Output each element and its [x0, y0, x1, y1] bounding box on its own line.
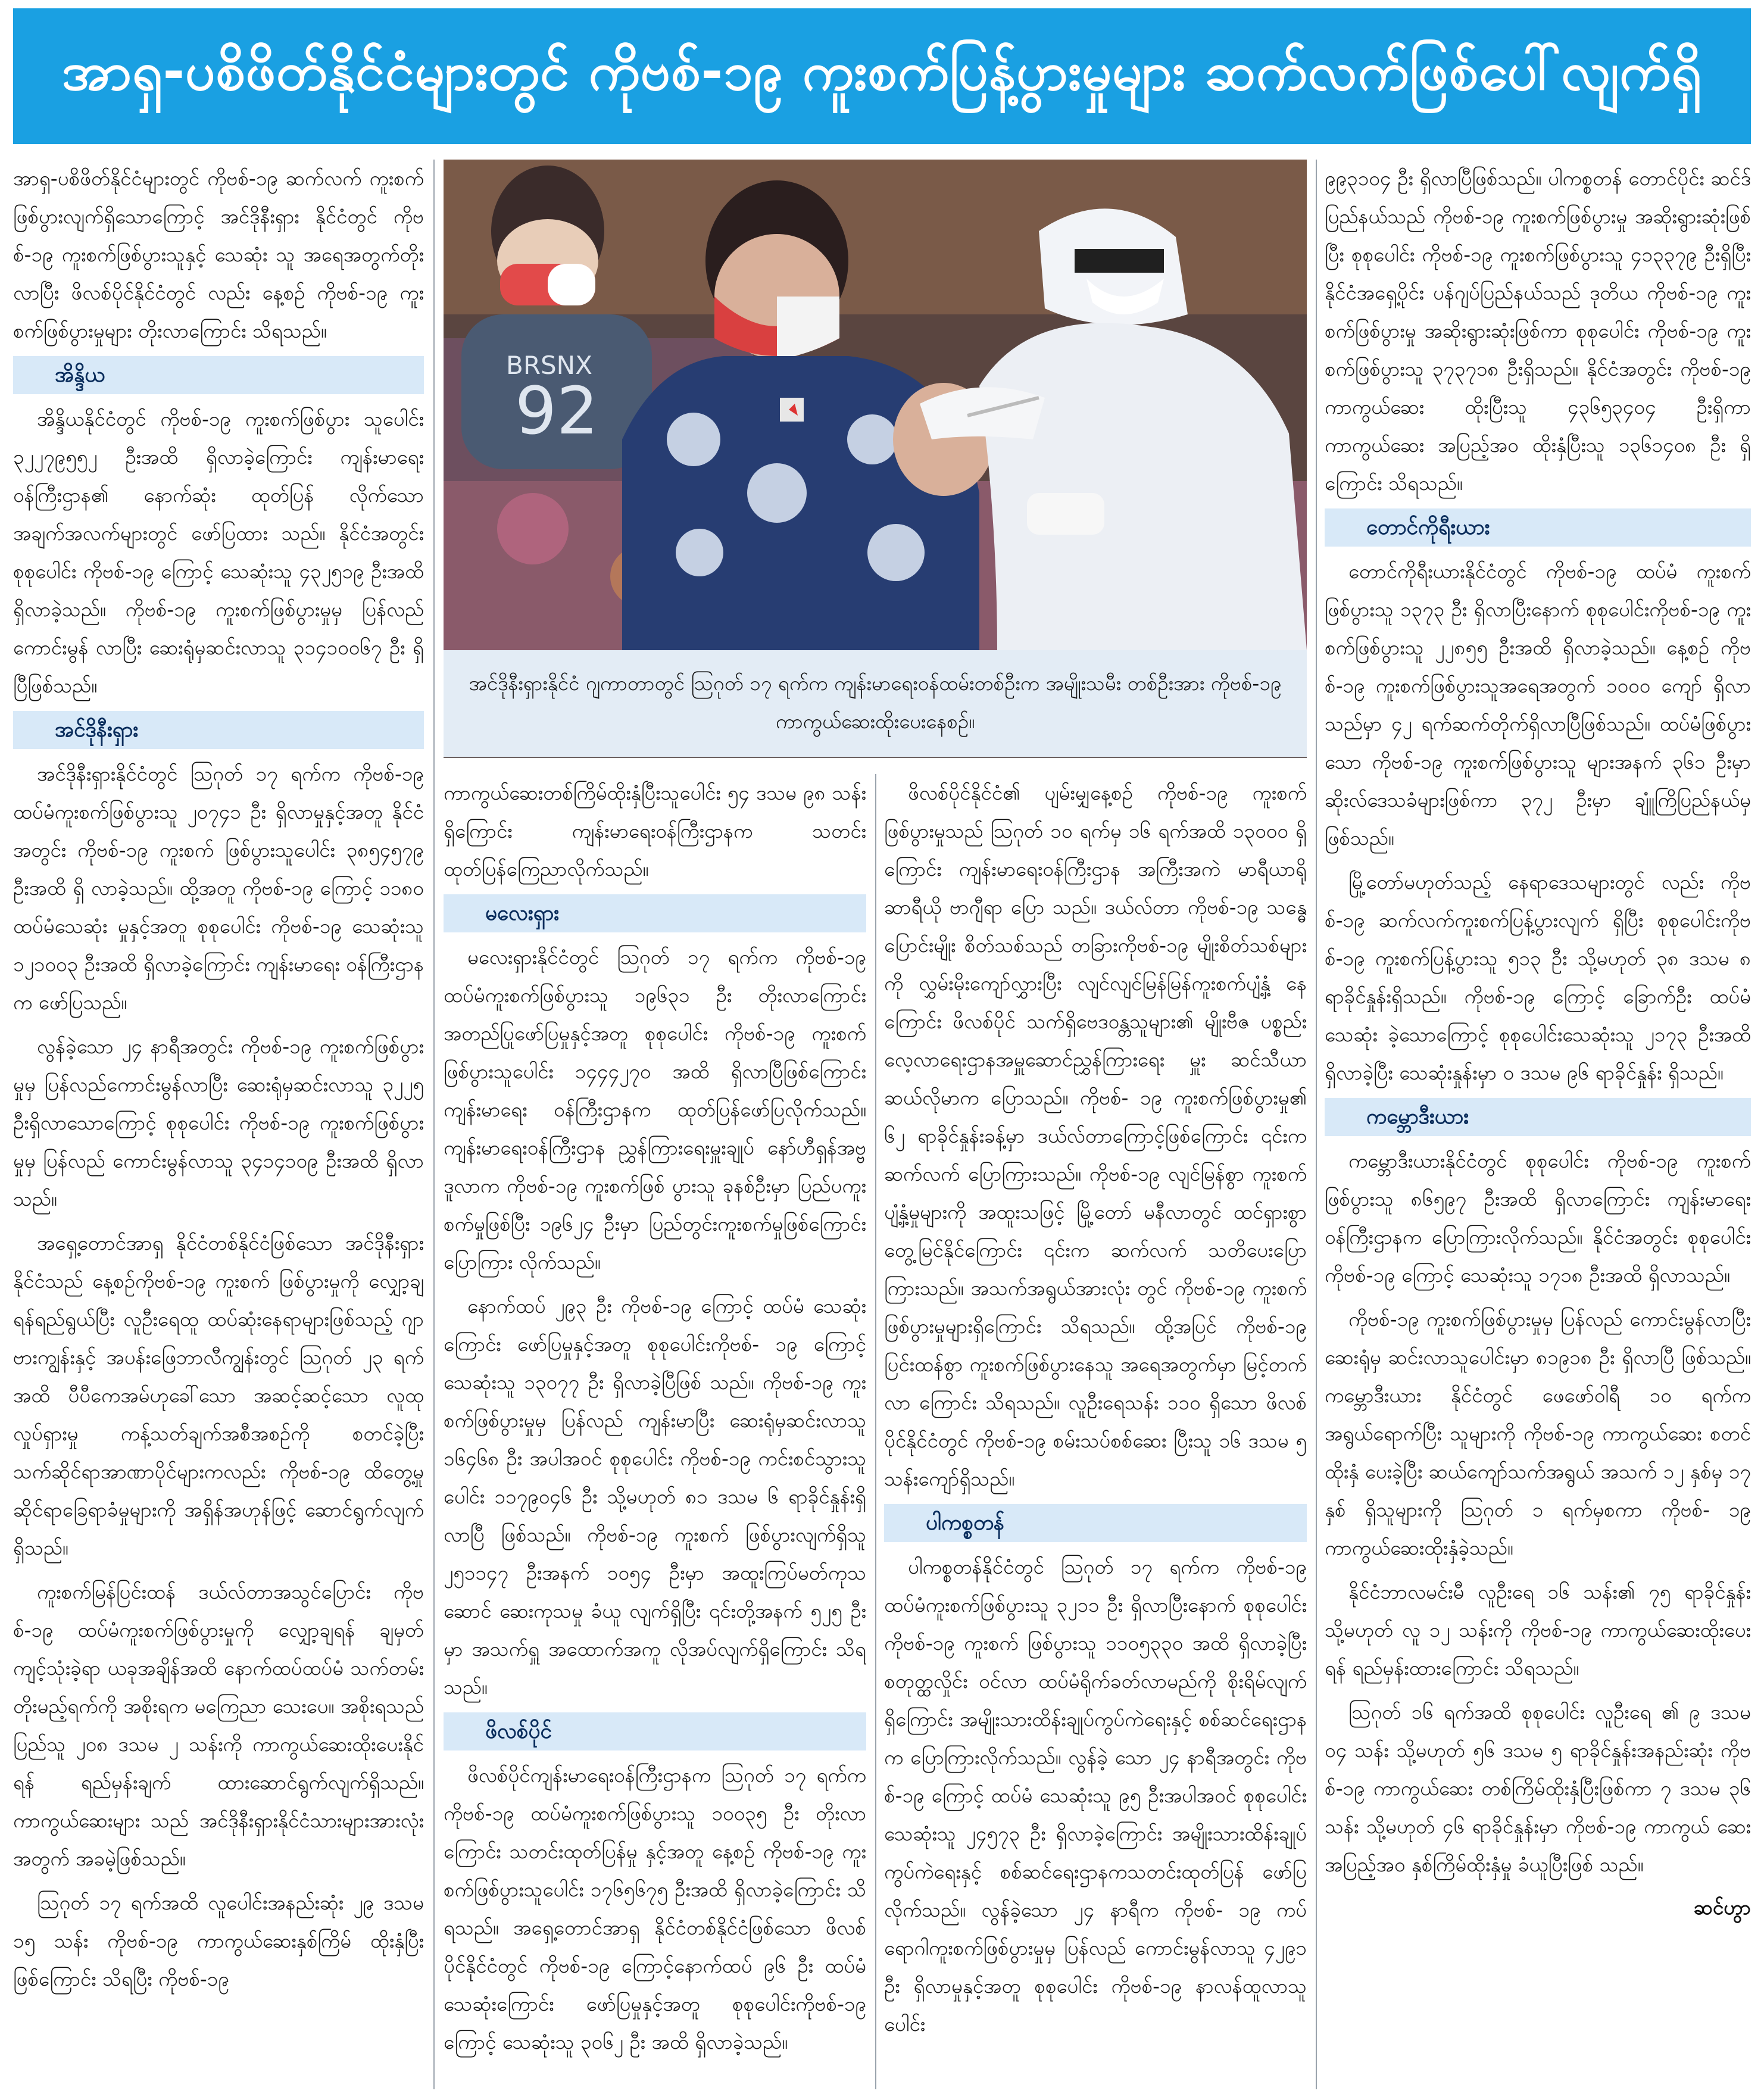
indonesia-paragraph-4: ကူးစက်မြန်ပြင်းထန် ဒယ်လ်တာအသွင်ပြောင်း ကိုဗစ်-၁၉ ထပ်မံကူးစက်ဖြစ်ပွားမှုကို လျှော့ချရန် ချမှတ်ကျင့်သုံးခဲ့ရာ ယခုအချိန်အထိ နောက်ထပ်ထပ်မံ သက်တမ်းတိုးမည့်ရက်ကို အစိုးရက မကြေညာ သေးပေ။ အစိုးရသည် ပြည်သူ ၂၀၈ ဒသမ ၂ သန်းကို ကာကွယ်ဆေးထိုးပေးနိုင်ရန် ရည်မှန်းချက် ထားဆောင်ရွက်လျက်ရှိသည်။ ကာကွယ်ဆေးများ သည် အင်ဒိုနီးရှားနိုင်ငံသားများအားလုံးအတွက် အခမဲ့ဖြစ်သည်။ — [13, 1580, 424, 1870]
malaysia-paragraph-1: မလေးရှားနိုင်ငံတွင် ဩဂုတ် ၁၇ ရက်က ကိုဗစ်-၁၉ ထပ်မံကူးစက်ဖြစ်ပွားသူ ၁၉၆၃၁ ဦး တိုးလာကြောင်း အတည်ပြုဖော်ပြမှုနှင့်အတူ စုစုပေါင်း ကိုဗစ်-၁၉ ကူးစက်ဖြစ်ပွားသူပေါင်း ၁၄၄၄၂၇၀ အထိ ရှိလာပြီဖြစ်ကြောင်း ကျန်းမာရေး ဝန်ကြီးဌာနက ထုတ်ပြန်ဖော်ပြလိုက်သည်။ ကျန်းမာရေးဝန်ကြီးဌာန ညွှန်ကြားရေးမှူးချုပ် နော်ဟီရှန်အဗ္ဗဒူလာက ကိုဗစ်-၁၉ ကူးစက်ဖြစ် ပွားသူ ခုနစ်ဦးမှာ ပြည်ပကူးစက်မှုဖြစ်ပြီး ၁၉၆၂၄ ဦးမှာ ပြည်တွင်းကူးစက်မှုဖြစ်ကြောင်း ပြောကြား လိုက်သည်။ — [444, 946, 866, 1274]
subheading-pakistan: ပါကစ္စတန် — [884, 1504, 1307, 1542]
subheading-indonesia: အင်ဒိုနီးရှား — [13, 711, 424, 749]
subheading-india: အိန္ဒိယ — [13, 356, 424, 394]
cambodia-paragraph-4: ဩဂုတ် ၁၆ ရက်အထိ စုစုပေါင်း လူဦးရေ ၏ ၉ ဒသမ ၀၄ သန်း သို့မဟုတ် ၅၆ ဒသမ ၅ ရာခိုင်နှုန်းအနည်းဆုံး ကိုဗစ်-၁၉ ကာကွယ်ဆေး တစ်ကြိမ်ထိုးနှံပြီးဖြစ်ကာ ၇ ဒသမ ၃၆ သန်း သို့မဟုတ် ၄၆ ရာခိုင်နှုန်းမှာ ကိုဗစ်-၁၉ ကာကွယ် ဆေး အပြည့်အဝ နှစ်ကြိမ်ထိုးနှံမှု ခံယူပြီးဖြစ် သည်။ — [1325, 1700, 1751, 1876]
intro-paragraph: အာရှ-ပစိဖိတ်နိုင်ငံများတွင် ကိုဗစ်-၁၉ ဆက်လက် ကူးစက်ဖြစ်ပွားလျက်ရှိသောကြောင့် အင်ဒိုနီးရှား နိုင်ငံတွင် ကိုဗစ်-၁၉ ကူးစက်ဖြစ်ပွားသူနှင့် သေဆုံး သူ အရေအတွက်တိုးလာပြီး ဖိလစ်ပိုင်နိုင်ငံတွင် လည်း နေ့စဉ် ကိုဗစ်-၁၉ ကူးစက်ဖြစ်ပွားမှုများ တိုးလာကြောင်း သိရသည်။ — [13, 167, 424, 342]
subheading-philippines: ဖိလစ်ပိုင် — [444, 1712, 866, 1750]
indonesia-continued-paragraph: ကာကွယ်ဆေးတစ်ကြိမ်ထိုးနှံပြီးသူပေါင်း ၅၄ ဒသမ ၉၈ သန်း ရှိကြောင်း ကျန်းမာရေးဝန်ကြီးဌာနက သတင်းထုတ်ပြန်ကြေညာလိုက်သည်။ — [444, 781, 866, 881]
indonesia-paragraph-2: လွန်ခဲ့သော ၂၄ နာရီအတွင်း ကိုဗစ်-၁၉ ကူးစက်ဖြစ်ပွားမှုမှ ပြန်လည်ကောင်းမွန်လာပြီး ဆေးရုံမှဆင်းလာသူ ၃၂၂၅ ဦးရှိလာသောကြောင့် စုစုပေါင်း ကိုဗစ်-၁၉ ကူးစက်ဖြစ်ပွားမှုမှ ပြန်လည် ကောင်းမွန်လာသူ ၃၄၁၄၁၀၉ ဦးအထိ ရှိလာ သည်။ — [13, 1035, 424, 1210]
svg-text:BRSNX: BRSNX — [506, 351, 592, 380]
indonesia-paragraph-3: အရှေ့တောင်အာရှ နိုင်ငံတစ်နိုင်ငံဖြစ်သော အင်ဒိုနီးရှားနိုင်ငံသည် နေ့စဉ်ကိုဗစ်-၁၉ ကူးစက် ဖြစ်ပွားမှုကို လျှော့ချရန်ရည်ရွယ်ပြီး လူဦးရေထူ ထပ်ဆုံးနေရာများဖြစ်သည့် ဂျာဗားကျွန်းနှင့် အပန်းဖြေဘာလီကျွန်းတွင် ဩဂုတ် ၂၃ ရက်အထိ ပီပီကေအမ်ဟုခေါ်သော အဆင့်ဆင့်သော လူထု လှုပ်ရှားမှု ကန့်သတ်ချက်အစီအစဉ်ကို စတင်ခဲ့ပြီး သက်ဆိုင်ရာအာဏာပိုင်များကလည်း ကိုဗစ်-၁၉ ထိတွေ့မှုဆိုင်ရာခြေရာခံမှုများကို အရှိန်အဟုန်ဖြင့် ဆောင်ရွက်လျက်ရှိသည်။ — [13, 1231, 424, 1559]
column-2 — [444, 774, 866, 2089]
malaysia-paragraph-2: နောက်ထပ် ၂၉၃ ဦး ကိုဗစ်-၁၉ ကြောင့် ထပ်မံ သေဆုံးကြောင်း ဖော်ပြမှုနှင့်အတူ စုစုပေါင်းကိုဗစ်- ၁၉ ကြောင့် သေဆုံးသူ ၁၃၀၇၇ ဦး ရှိလာခဲ့ပြီဖြစ် သည်။ ကိုဗစ်-၁၉ ကူးစက်ဖြစ်ပွားမှုမှ ပြန်လည် ကျန်းမာပြီး ဆေးရုံမှဆင်းလာသူ ၁၆၄၆၈ ဦး အပါအဝင် စုစုပေါင်း ကိုဗစ်-၁၉ ကင်းစင်သွားသူ ပေါင်း ၁၁၇၉၀၄၆ ဦး သို့မဟုတ် ၈၁ ဒသမ ၆ ရာခိုင်နှုန်းရှိလာပြီ ဖြစ်သည်။ ကိုဗစ်-၁၉ ကူးစက် ဖြစ်ပွားလျက်ရှိသူ ၂၅၁၁၄၇ ဦးအနက် ၁၀၅၄ ဦးမှာ အထူးကြပ်မတ်ကုသဆောင် ဆေးကုသမှု ခံယူ လျက်ရှိပြီး ၎င်းတို့အနက် ၅၂၅ ဦးမှာ အသက်ရှူ အထောက်အကူ လိုအပ်လျက်ရှိကြောင်း သိရသည်။ — [444, 1294, 866, 1699]
pakistan-paragraph-2: ၉၉၃၁၀၄ ဦး ရှိလာပြီဖြစ်သည်။ ပါကစ္စတန် တောင်ပိုင်း ဆင်ဒ်ပြည်နယ်သည် ကိုဗစ်-၁၉ ကူးစက်ဖြစ်ပွားမှု အဆိုးရွားဆုံးဖြစ်ပြီး စုစုပေါင်း ကိုဗစ်-၁၉ ကူးစက်ဖြစ်ပွားသူ ၄၁၃၃၇၉ ဦးရှိပြီး နိုင်ငံအရှေ့ပိုင်း ပန်ဂျပ်ပြည်နယ်သည် ဒုတိယ ကိုဗစ်-၁၉ ကူးစက်ဖြစ်ပွားမှု အဆိုးရွားဆုံးဖြစ်ကာ စုစုပေါင်း ကိုဗစ်-၁၉ ကူးစက်ဖြစ်ပွားသူ ၃၇၃၇၁၈ ဦးရှိသည်။ နိုင်ငံအတွင်း ကိုဗစ်-၁၉ ကာကွယ်ဆေး ထိုးပြီးသူ ၄၃၆၅၃၄၀၄ ဦးရှိကာ ကာကွယ်ဆေး အပြည့်အဝ ထိုးနှံပြီးသူ ၁၃၆၁၄၀၈ ဦး ရှိကြောင်း သိရသည်။ — [1325, 167, 1751, 495]
cambodia-paragraph-3: နိုင်ငံဘာလမင်းမီ လူဦးရေ ၁၆ သန်း၏ ၇၅ ရာခိုင်နှုန်း သို့မဟုတ် လူ ၁၂ သန်းကို ကိုဗစ်-၁၉ ကာကွယ်ဆေးထိုးပေးရန် ရည်မှန်းထားကြောင်း သိရသည်။ — [1325, 1580, 1751, 1680]
column-rule — [875, 774, 876, 2089]
philippines-paragraph-1: ဖိလစ်ပိုင်ကျန်းမာရေးဝန်ကြီးဌာနက ဩဂုတ် ၁၇ ရက်က ကိုဗစ်-၁၉ ထပ်မံကူးစက်ဖြစ်ပွားသူ ၁၀၀၃၅ ဦး တိုးလာကြောင်း သတင်းထုတ်ပြန်မှု နှင့်အတူ နေ့စဉ် ကိုဗစ်-၁၉ ကူးစက်ဖြစ်ပွားသူပေါင်း ၁၇၆၅၆၇၅ ဦးအထိ ရှိလာခဲ့ကြောင်း သိရသည်။ အရှေ့တောင်အာရှ နိုင်ငံတစ်နိုင်ငံဖြစ်သော ဖိလစ်ပိုင်နိုင်ငံတွင် ကိုဗစ်-၁၉ ကြောင့်နောက်ထပ် ၉၆ ဦး ထပ်မံသေဆုံးကြောင်း ဖော်ပြမှုနှင့်အတူ စုစုပေါင်းကိုဗစ်-၁၉ ကြောင့် သေဆုံးသူ ၃၀၆၂ ဦး အထိ ရှိလာခဲ့သည်။ — [444, 1764, 866, 2054]
column-rule — [433, 160, 435, 2089]
column-4 — [1325, 160, 1751, 2089]
svg-text:92: 92 — [515, 373, 598, 449]
south-korea-paragraph-2: မြို့တော်မဟုတ်သည့် နေရာဒေသများတွင် လည်း ကိုဗစ်-၁၉ ဆက်လက်ကူးစက်ပြန့်ပွားလျက် ရှိပြီး စုစုပေါင်းကိုဗစ်-၁၉ ကူးစက်ပြန့်ပွားသူ ၅၁၃ ဦး သို့မဟုတ် ၃၈ ဒသမ ၈ ရာခိုင်နှုန်းရှိသည်။ ကိုဗစ်-၁၉ ကြောင့် ခြောက်ဦး ထပ်မံသေဆုံး ခဲ့သောကြောင့် စုစုပေါင်းသေဆုံးသူ ၂၁၇၃ ဦးအထိ ရှိလာခဲ့ပြီး သေဆုံးနှုန်းမှာ ၀ ဒသမ ၉၆ ရာခိုင်နှုန်း ရှိသည်။ — [1325, 870, 1751, 1084]
column-rule — [1316, 160, 1317, 2089]
cambodia-paragraph-1: ကမ္ဘောဒီးယားနိုင်ငံတွင် စုစုပေါင်း ကိုဗစ်-၁၉ ကူးစက်ဖြစ်ပွားသူ ၈၆၅၉၇ ဦးအထိ ရှိလာကြောင်း ကျန်းမာရေးဝန်ကြီးဌာနက ပြောကြားလိုက်သည်။ နိုင်ငံအတွင်း စုစုပေါင်း ကိုဗစ်-၁၉ ကြောင့် သေဆုံးသူ ၁၇၁၈ ဦးအထိ ရှိလာသည်။ — [1325, 1149, 1751, 1287]
indonesia-paragraph-5: ဩဂုတ် ၁၇ ရက်အထိ လူပေါင်းအနည်းဆုံး ၂၉ ဒသမ ၁၅ သန်း ကိုဗစ်-၁၉ ကာကွယ်ဆေးနှစ်ကြိမ် ထိုးနှံပြီးဖြစ်ကြောင်း သိရပြီး ကိုဗစ်-၁၉ — [13, 1891, 424, 1990]
south-korea-paragraph-1: တောင်ကိုရီးယားနိုင်ငံတွင် ကိုဗစ်-၁၉ ထပ်မံ ကူးစက်ဖြစ်ပွားသူ ၁၃၇၃ ဦး ရှိလာပြီးနောက် စုစုပေါင်းကိုဗစ်-၁၉ ကူးစက်ဖြစ်ပွားသူ ၂၂၈၅၅ ဦးအထိ ရှိလာခဲ့သည်။ နေ့စဉ် ကိုဗစ်-၁၉ ကူးစက်ဖြစ်ပွားသူအရေအတွက် ၁၀၀၀ ကျော် ရှိလာသည်မှာ ၄၂ ရက်ဆက်တိုက်ရှိလာပြီဖြစ်သည်။ ထပ်မံဖြစ်ပွားသော ကိုဗစ်-၁၉ ကူးစက်ဖြစ်ပွားသူ များအနက် ၃၆၁ ဦးမှာ ဆိုးလ်ဒေသခံများဖြစ်ကာ ၃၇၂ ဦးမှာ ချူံကြိပြည်နယ်မှ ဖြစ်သည်။ — [1325, 560, 1751, 850]
byline-source: ဆင်ဟွာ — [1693, 1896, 1751, 1919]
headline: အာရှ-ပစိဖိတ်နိုင်ငံများတွင် ကိုဗစ်-၁၉ ကူးစက်ပြန့်ပွားမှုများ ဆက်လက်ဖြစ်ပေါ်လျက်ရှိ — [13, 8, 1751, 144]
cambodia-paragraph-2: ကိုဗစ်-၁၉ ကူးစက်ဖြစ်ပွားမှုမှ ပြန်လည် ကောင်းမွန်လာပြီး ဆေးရုံမှ ဆင်းလာသူပေါင်းမှာ ၈၁၉၁၈ ဦး ရှိလာပြီ ဖြစ်သည်။ ကမ္ဘောဒီးယား နိုင်ငံတွင် ဖေဖော်ဝါရီ ၁၀ ရက်က အရွယ်ရောက်ပြီး သူများကို ကိုဗစ်-၁၉ ကာကွယ်ဆေး စတင်ထိုးနှံ ပေးခဲ့ပြီး ဆယ်ကျော်သက်အရွယ် အသက် ၁၂ နှစ်မှ ၁၇ နှစ် ရှိသူများကို ဩဂုတ် ၁ ရက်မှစကာ ကိုဗစ်- ၁၉ ကာကွယ်ဆေးထိုးနှံခဲ့သည်။ — [1325, 1308, 1751, 1559]
subheading-south-korea: တောင်ကိုရီးယား — [1325, 508, 1751, 547]
column-3 — [884, 774, 1307, 2089]
vaccination-photo-illustration — [444, 160, 1307, 650]
philippines-paragraph-2: ဖိလစ်ပိုင်နိုင်ငံ၏ ပျမ်းမျှနေ့စဉ် ကိုဗစ်-၁၉ ကူးစက် ဖြစ်ပွားမှုသည် ဩဂုတ် ၁၀ ရက်မှ ၁၆ ရက်အထိ ၁၃၀၀၀ ရှိကြောင်း ကျန်းမာရေးဝန်ကြီးဌာန အကြီးအကဲ မာရီယာရိုဆာရီယို ဗာဂျီရာ ပြော သည်။ ဒယ်လ်တာ ကိုဗစ်-၁၉ သန္ဓေပြောင်းမျိုး စိတ်သစ်သည် တခြားကိုဗစ်-၁၉ မျိုးစိတ်သစ်များကို လွှမ်းမိုးကျော်လွှားပြီး လျင်လျင်မြန်မြန်ကူးစက်ပျံ့နှံ့ နေကြောင်း ဖိလစ်ပိုင် သက်ရှိဗေဒဝန္တသူများ၏ မျိုးဗီဇ ပစ္စည်းလေ့လာရေးဌာနအမှူဆောင်ညွှန်ကြားရေး မှူး ဆင်သီယာဆယ်လိုမာက ပြောသည်။ ကိုဗစ်- ၁၉ ကူးစက်ဖြစ်ပွားမှု၏ ၆၂ ရာခိုင်နှုန်းခန့်မှာ ဒယ်လ်တာကြောင့်ဖြစ်ကြောင်း ၎င်းက ဆက်လက် ပြောကြားသည်။ ကိုဗစ်-၁၉ လျင်မြန်စွာ ကူးစက် ပျံ့နှံ့မှုများကို အထူးသဖြင့် မြို့တော် မနီလာတွင် ထင်ရှားစွာ တွေ့မြင်နိုင်ကြောင်း ၎င်းက ဆက်လက် သတိပေးပြောကြားသည်။ အသက်အရွယ်အားလုံး တွင် ကိုဗစ်-၁၉ ကူးစက်ဖြစ်ပွားမှုများရှိကြောင်း သိရသည်။ ထို့အပြင် ကိုဗစ်-၁၉ ပြင်းထန်စွာ ကူးစက်ဖြစ်ပွားနေသူ အရေအတွက်မှာ မြင့်တက်လာ ကြောင်း သိရသည်။ လူဦးရေသန်း ၁၁၀ ရှိသော ဖိလစ်ပိုင်နိုင်ငံတွင် ကိုဗစ်-၁၉ စမ်းသပ်စစ်ဆေး ပြီးသူ ၁၆ ဒသမ ၅ သန်းကျော်ရှိသည်။ — [884, 781, 1307, 1490]
subheading-malaysia: မလေးရှား — [444, 894, 866, 932]
photo-caption: အင်ဒိုနီးရှားနိုင်ငံ ဂျကာတာတွင် ဩဂုတ် ၁၇ ရက်က ကျန်းမာရေးဝန်ထမ်းတစ်ဦးက အမျိုးသမီး တစ်ဦးအား ကိုဗစ်-၁၉ ကာကွယ်ဆေးထိုးပေးနေစဉ်။ — [444, 650, 1307, 757]
subheading-cambodia: ကမ္ဘောဒီးယား — [1325, 1098, 1751, 1136]
indonesia-paragraph-1: အင်ဒိုနီးရှားနိုင်ငံတွင် ဩဂုတ် ၁၇ ရက်က ကိုဗစ်-၁၉ ထပ်မံကူးစက်ဖြစ်ပွားသူ ၂၀၇၄၁ ဦး ရှိလာမှုနှင့်အတူ နိုင်ငံအတွင်း ကိုဗစ်-၁၉ ကူးစက် ဖြစ်ပွားသူပေါင်း ၃၈၅၄၅၇၉ ဦးအထိ ရှိ လာခဲ့သည်။ ထို့အတူ ကိုဗစ်-၁၉ ကြောင့် ၁၁၈၀ ထပ်မံသေဆုံး မှုနှင့်အတူ စုစုပေါင်း ကိုဗစ်-၁၉ သေဆုံးသူ ၁၂၁၀၀၃ ဦးအထိ ရှိလာခဲ့ကြောင်း ကျန်းမာရေး ဝန်ကြီးဌာနက ဖော်ပြသည်။ — [13, 762, 424, 1014]
column-1 — [13, 160, 424, 2089]
pakistan-paragraph-1: ပါကစ္စတန်နိုင်ငံတွင် ဩဂုတ် ၁၇ ရက်က ကိုဗစ်-၁၉ ထပ်မံကူးစက်ဖြစ်ပွားသူ ၃၂၁၁ ဦး ရှိလာပြီးနောက် စုစုပေါင်း ကိုဗစ်-၁၉ ကူးစက် ဖြစ်ပွားသူ ၁၁၀၅၃၃၀ အထိ ရှိလာခဲ့ပြီး စတုတ္ထလှိုင်း ဝင်လာ ထပ်မံရိုက်ခတ်လာမည်ကို စိုးရိမ်လျက် ရှိကြောင်း အမျိုးသားထိန်းချုပ်ကွပ်ကဲရေးနှင့် စစ်ဆင်ရေးဌာနက ပြောကြားလိုက်သည်။ လွန်ခဲ့ သော ၂၄ နာရီအတွင်း ကိုဗစ်-၁၉ ကြောင့် ထပ်မံ သေဆုံးသူ ၉၅ ဦးအပါအဝင် စုစုပေါင်း သေဆုံးသူ ၂၄၅၇၃ ဦး ရှိလာခဲ့ကြောင်း အမျိုးသားထိန်းချုပ် ကွပ်ကဲရေးနှင့် စစ်ဆင်ရေးဌာနကသတင်းထုတ်ပြန် ဖော်ပြလိုက်သည်။ လွန်ခဲ့သော ၂၄ နာရီက ကိုဗစ်- ၁၉ ကပ်ရောဂါကူးစက်ဖြစ်ပွားမှုမှ ပြန်လည် ကောင်းမွန်လာသူ ၄၂၉၁ ဦး ရှိလာမှုနှင့်အတူ စုစုပေါင်း ကိုဗစ်-၁၉ နာလန်ထူလာသူပေါင်း — [884, 1555, 1307, 2036]
india-paragraph: အိန္ဒိယနိုင်ငံတွင် ကိုဗစ်-၁၉ ကူးစက်ဖြစ်ပွား သူပေါင်း ၃၂၂၇၉၅၅၂ ဦးအထိ ရှိလာခဲ့ကြောင်း ကျန်းမာရေးဝန်ကြီးဌာန၏ နောက်ဆုံး ထုတ်ပြန် လိုက်သော အချက်အလက်များတွင် ဖော်ပြထား သည်။ နိုင်ငံအတွင်း စုစုပေါင်း ကိုဗစ်-၁၉ ကြောင့် သေဆုံးသူ ၄၃၂၅၁၉ ဦးအထိ ရှိလာခဲ့သည်။ ကိုဗစ်-၁၉ ကူးစက်ဖြစ်ပွားမှုမှ ပြန်လည်ကောင်းမွန် လာပြီး ဆေးရုံမှဆင်းလာသူ ၃၁၄၁၀၀၆၇ ဦး ရှိပြီဖြစ်သည်။ — [13, 407, 424, 697]
